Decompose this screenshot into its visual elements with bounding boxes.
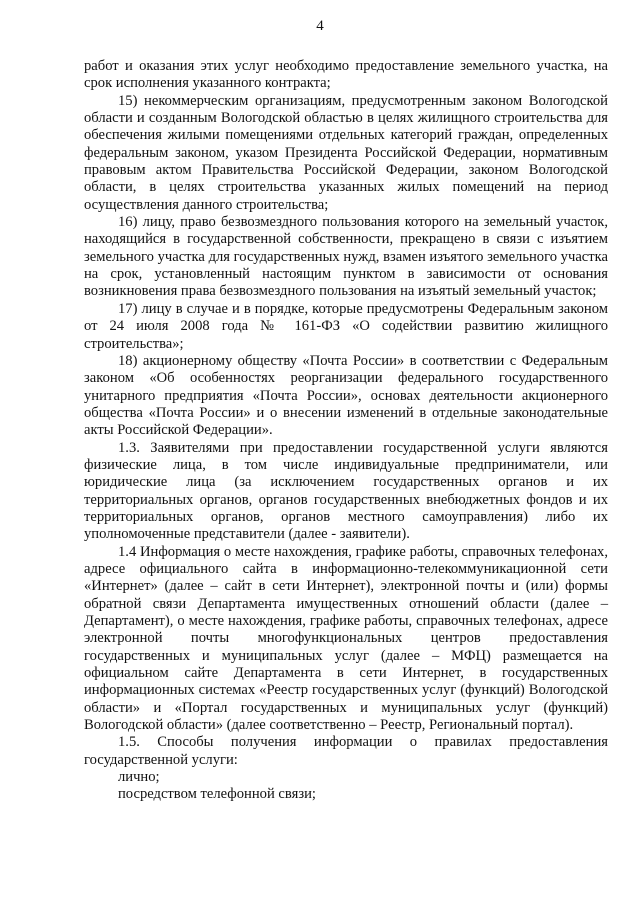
paragraph-item-18: 18) акционерному обществу «Почта России» в соответствии с Федеральным законом «Об особенностях реорганизации федерального государственного унитарного предприятия «Почта России», основах деятельности акционерного общества «Почта России» и о внесении изменений в отдельные законодательные акты Российской Федерации». xyxy=(84,352,608,439)
paragraph-item-15: 15) некоммерческим организациям, предусмотренным законом Вологодской области и созданным Вологодской областью в целях жилищного строительства для обеспечения жилыми помещениями отдельных категорий граждан, определенных федеральным законом, указом Президента Российской Федерации, нормативным правовым актом Правительства Российской Федерации, законом Вологодской области, в целях строительства указанных жилых помещений на период осуществления данного строительства; xyxy=(84,92,608,213)
document-body xyxy=(84,58,608,804)
page-number: 4 xyxy=(316,18,324,34)
paragraph-section-1-3: 1.3. Заявителями при предоставлении государственной услуги являются физические лица, в том числе индивидуальные предприниматели, или юридические лица (за исключением государственных органов и их территориальных органов, органов государственных внебюджетных фондов и их территориальных органов, органов местного самоуправления) либо их уполномоченные представители (далее - заявители). xyxy=(84,439,608,543)
paragraph-item-17: 17) лицу в случае и в порядке, которые предусмотрены Федеральным законом от 24 июля 2008 года № 161-ФЗ «О содействии развитию жилищного строительства»; xyxy=(84,300,608,352)
paragraph-continuation: работ и оказания этих услуг необходимо предоставление земельного участка, на срок исполнения указанного контракта; xyxy=(84,58,608,92)
paragraph-section-1-5: 1.5. Способы получения информации о правилах предоставления государственной услуги: xyxy=(84,734,608,768)
paragraph-section-1-4: 1.4 Информация о месте нахождения, графике работы, справочных телефонах, адресе официального сайта в информационно-телекоммуникационной сети «Интернет» (далее – сайт в сети Интернет), электронной почты и (или) формы обратной связи Департамента имущественных отношений области (далее – Департамент), о месте нахождения, графике работы, справочных телефонах, адресе электронной почты многофункциональных центров предоставления государственных и муниципальных услуг (далее – МФЦ) размещается на официальном сайте Департамента в сети Интернет, в государственных информационных системах «Реестр государственных услуг (функций) Вологодской области» и «Портал государственных и муниципальных услуг (функций) Вологодской области» (далее соответственно – Реестр, Региональный портал). xyxy=(84,543,608,734)
paragraph-item-16: 16) лицу, право безвозмездного пользования которого на земельный участок, находящийся в государственной собственности, прекращено в связи с изъятием земельного участка для государственных нужд, взамен изъятого земельного участка на срок, установленный настоящим пунктом в зависимости от основания возникновения права безвозмездного пользования на изъятый земельный участок; xyxy=(84,214,608,300)
paragraph-method-phone: посредством телефонной связи; xyxy=(118,786,316,803)
paragraph-method-in-person: лично; xyxy=(118,769,160,786)
